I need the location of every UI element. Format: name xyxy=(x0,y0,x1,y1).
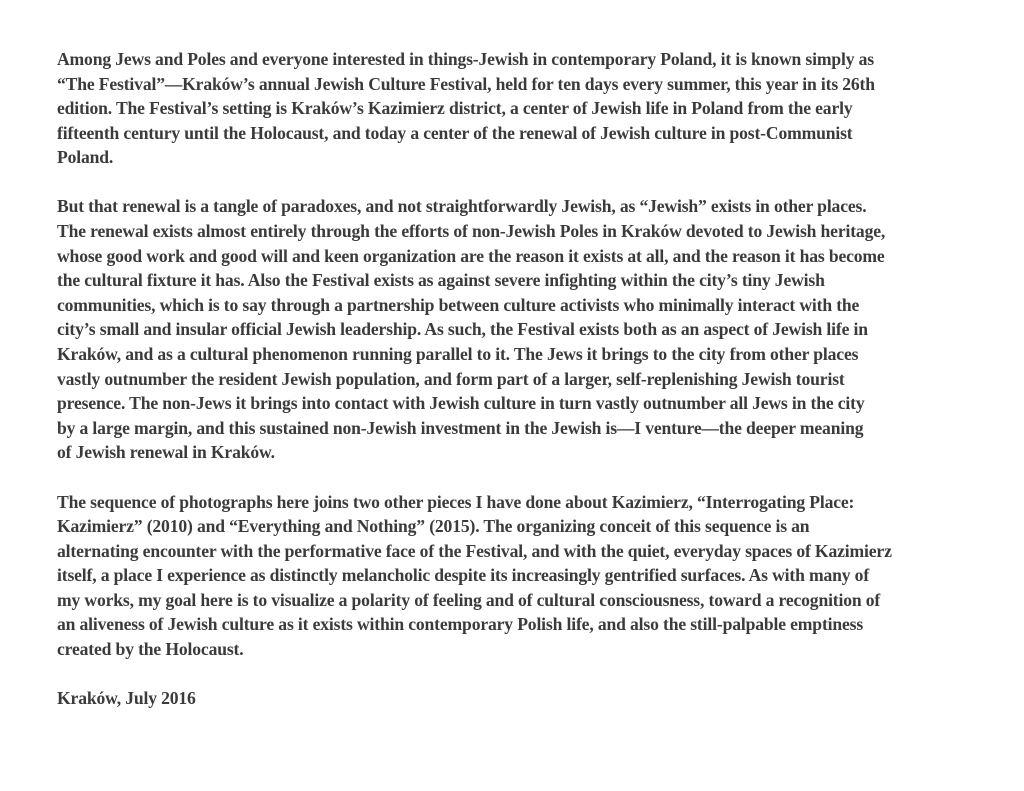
signoff-place-date: Kraków, July 2016 xyxy=(57,688,196,709)
text-line: my works, my goal here is to visualize a polarity of feeling and of cultural consciousness, toward a recognition of xyxy=(57,589,881,610)
text-line: Kazimierz” (2010) and “Everything and Nothing” (2015). The organizing conceit of this sequence is an xyxy=(57,516,810,537)
text-line: edition. The Festival’s setting is Kraków’s Kazimierz district, a center of Jewish life in Poland from the early xyxy=(57,98,853,119)
text-line: vastly outnumber the resident Jewish population, and form part of a larger, self-replenishing Jewish tourist xyxy=(57,368,845,389)
text-line: of Jewish renewal in Kraków. xyxy=(57,442,275,463)
text-line: city’s small and insular official Jewish leadership. As such, the Festival exists both as an aspect of Jewish life in xyxy=(57,319,868,340)
text-line: But that renewal is a tangle of paradoxes, and not straightforwardly Jewish, as “Jewish” exists in other places. xyxy=(57,196,867,217)
text-line: Poland. xyxy=(57,147,114,168)
text-line: fifteenth century until the Holocaust, and today a center of the renewal of Jewish culture in post-Communist xyxy=(57,122,853,143)
text-line: whose good work and good will and keen organization are the reason it exists at all, and the reason it has become xyxy=(57,245,885,266)
text-line: by a large margin, and this sustained non-Jewish investment in the Jewish is––I venture––the deeper meaning xyxy=(57,417,864,438)
text-line: Kraków, and as a cultural phenomenon running parallel to it. The Jews it brings to the city from other places xyxy=(57,344,859,365)
text-line: The sequence of photographs here joins two other pieces I have done about Kazimierz, “Interrogating Place: xyxy=(57,491,855,512)
document-page xyxy=(57,47,997,735)
text-line: The renewal exists almost entirely through the efforts of non-Jewish Poles in Kraków devoted to Jewish heritage, xyxy=(57,221,886,242)
paragraph-paradoxes xyxy=(57,194,997,465)
text-line: created by the Holocaust. xyxy=(57,639,244,660)
text-line: Among Jews and Poles and everyone interested in things-Jewish in contemporary Poland, it is known simply as xyxy=(57,49,874,69)
paragraph-sequence xyxy=(57,490,997,662)
text-line: presence. The non-Jews it brings into contact with Jewish culture in turn vastly outnumber all Jews in the city xyxy=(57,393,865,414)
text-line: an aliveness of Jewish culture as it exists within contemporary Polish life, and also the still-palpable emptiness xyxy=(57,614,864,635)
text-line: “The Festival”––Kraków’s annual Jewish Culture Festival, held for ten days every summer, this year in its 26th xyxy=(57,73,875,94)
text-line: alternating encounter with the performative face of the Festival, and with the quiet, everyday spaces of Kazimierz xyxy=(57,540,892,561)
text-line: communities, which is to say through a partnership between culture activists who minimally interact with the xyxy=(57,294,860,315)
signoff xyxy=(57,686,997,711)
text-line: the cultural fixture it has. Also the Festival exists as against severe infighting within the city’s tiny Jewish xyxy=(57,270,825,291)
paragraph-intro xyxy=(57,47,997,170)
text-line: itself, a place I experience as distinctly melancholic despite its increasingly gentrified surfaces. As with many of xyxy=(57,565,870,586)
